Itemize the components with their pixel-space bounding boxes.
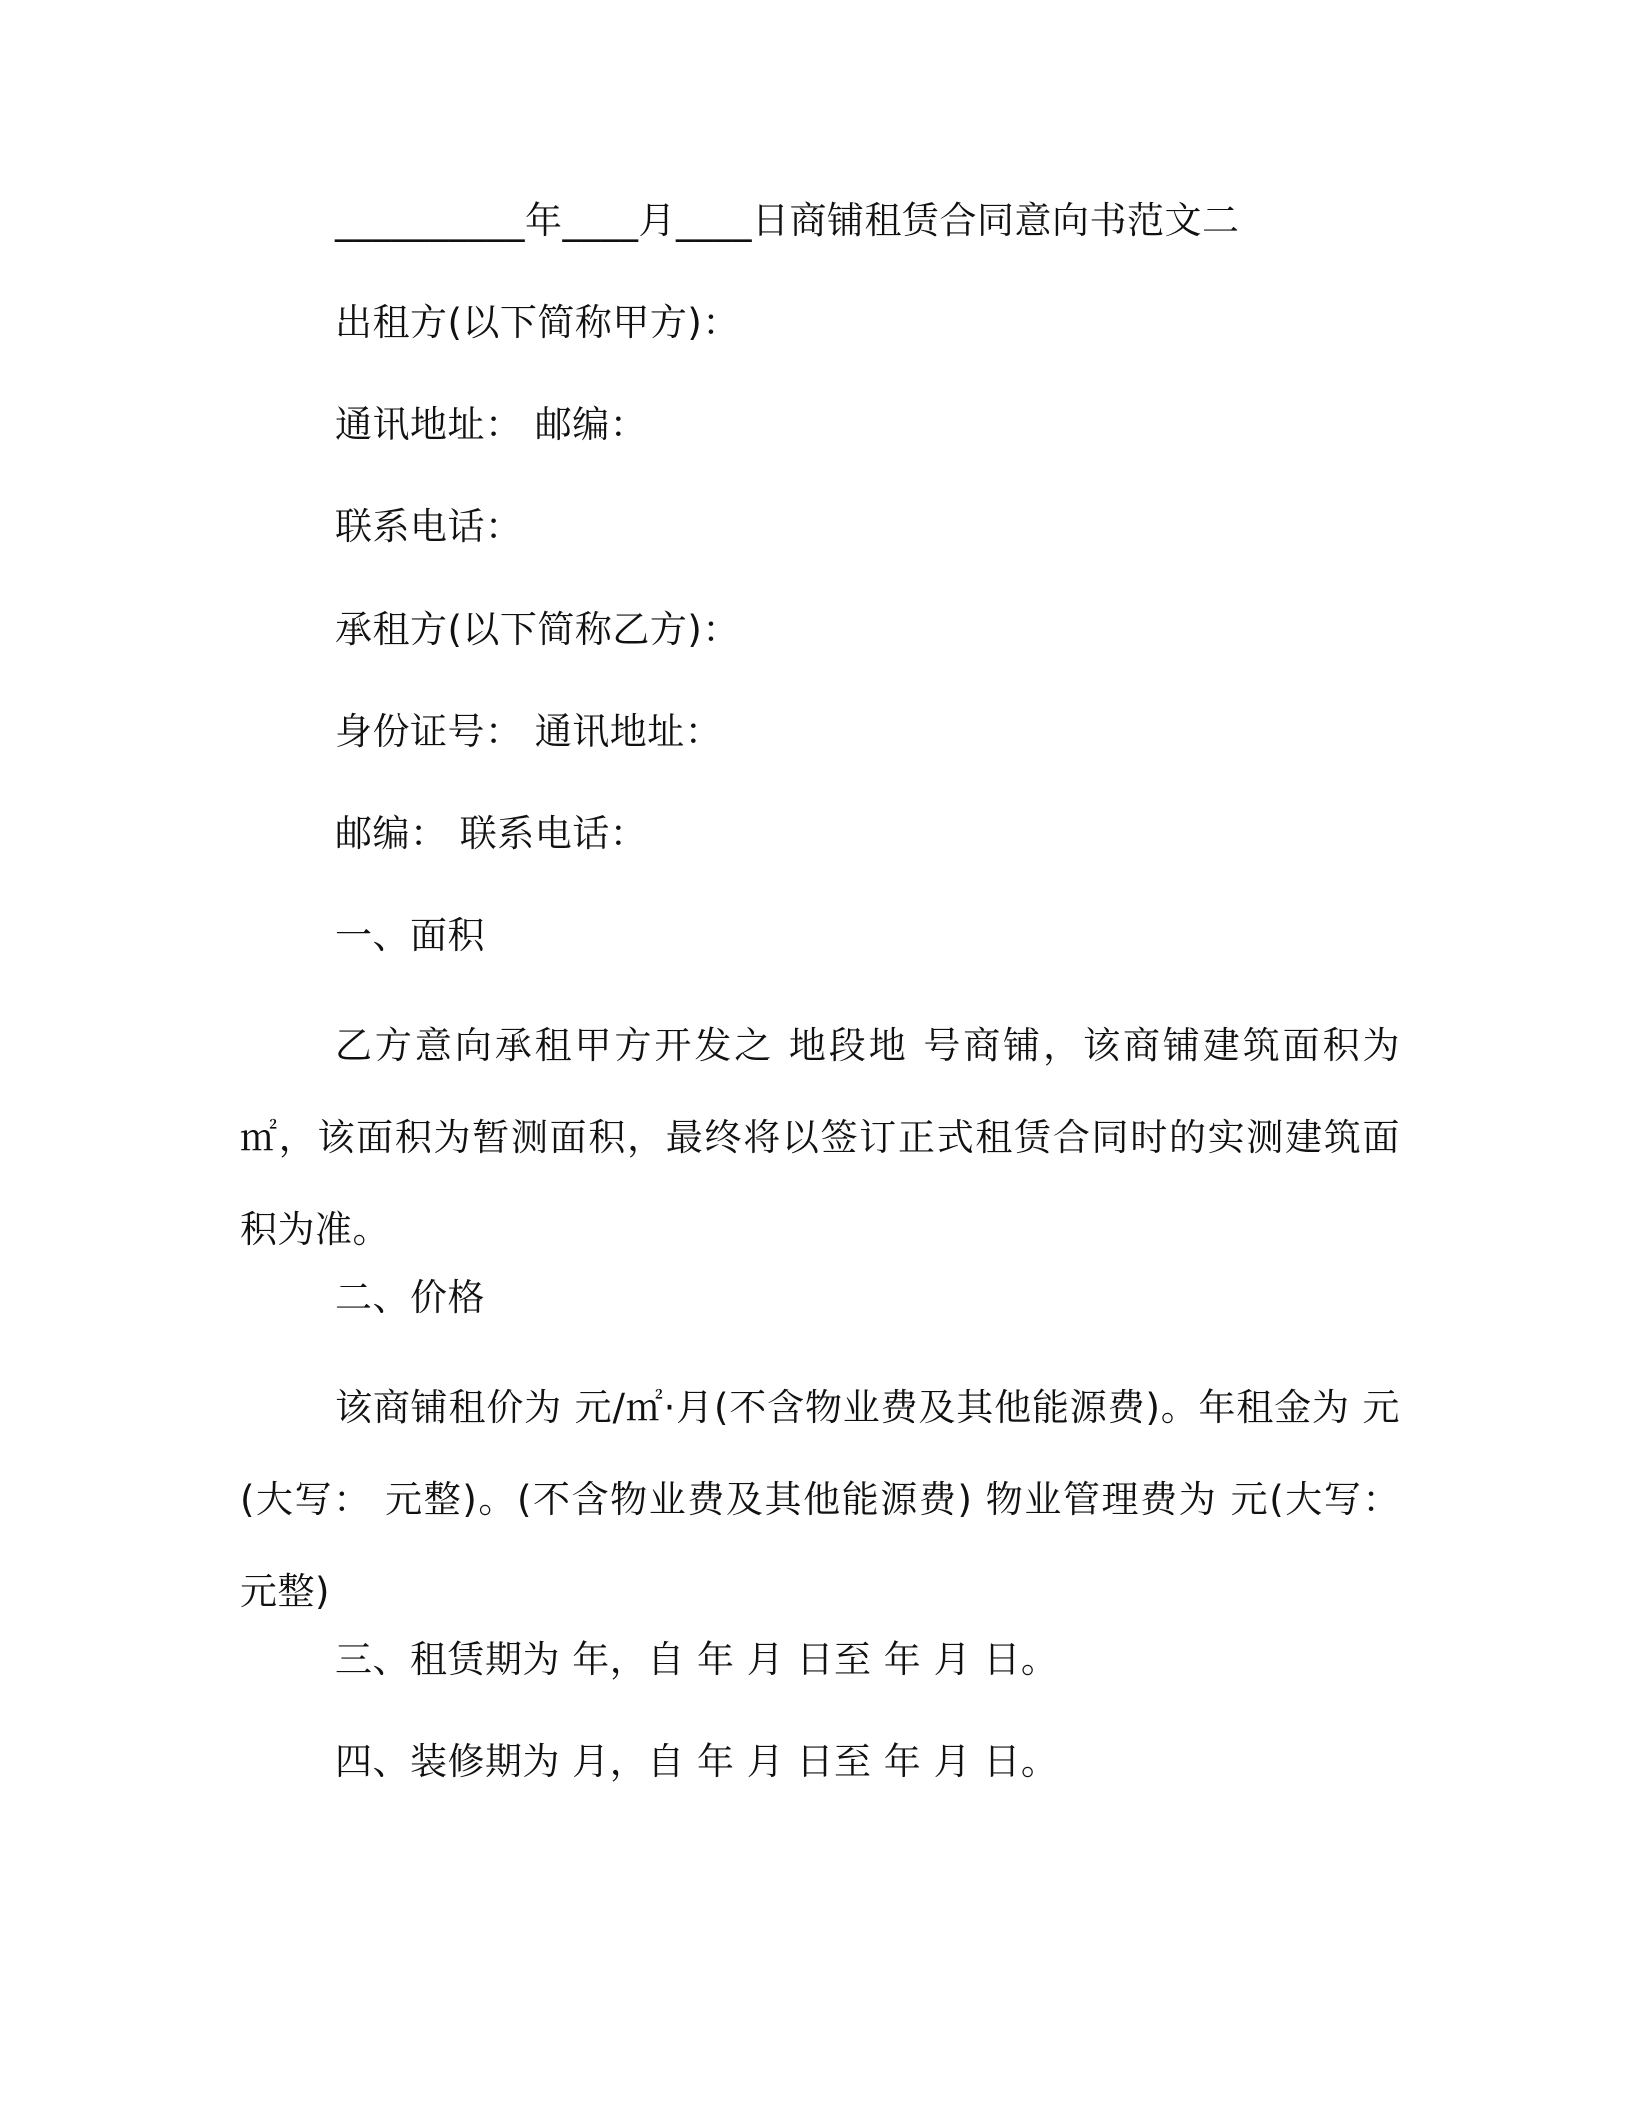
lessee-line: 承租方(以下简称乙方)：: [335, 608, 740, 651]
lessor-address-line: 通讯地址： 邮编：: [335, 403, 648, 446]
lessee-id-line: 身份证号： 通讯地址：: [335, 710, 723, 753]
section2-heading: 二、价格: [335, 1276, 485, 1319]
section1-heading: 一、面积: [335, 914, 485, 957]
section3-line: 三、租赁期为 年，自 年 月 日至 年 月 日。: [335, 1638, 1059, 1681]
lessor-line: 出租方(以下简称甲方)：: [335, 301, 740, 344]
section4-line: 四、装修期为 月，自 年 月 日至 年 月 日。: [335, 1740, 1059, 1783]
lessee-postcode-line: 邮编： 联系电话：: [335, 812, 648, 855]
document-title: __________年____月____日商铺租赁合同意向书范文二: [335, 199, 1240, 242]
lessor-phone-line: 联系电话：: [335, 505, 523, 548]
section2-body: 该商铺租价为 元/㎡·月(不含物业费及其他能源费)。年租金为 元(大写： 元整)。(不含物业费及其他能源费) 物业管理费为 元(大写： 元整): [240, 1386, 1400, 1613]
section1-body: 乙方意向承租甲方开发之 地段地 号商铺，该商铺建筑面积为 ㎡，该面积为暂测面积，最终将以签订正式租赁合同时的实测建筑面积为准。: [240, 1024, 1400, 1251]
